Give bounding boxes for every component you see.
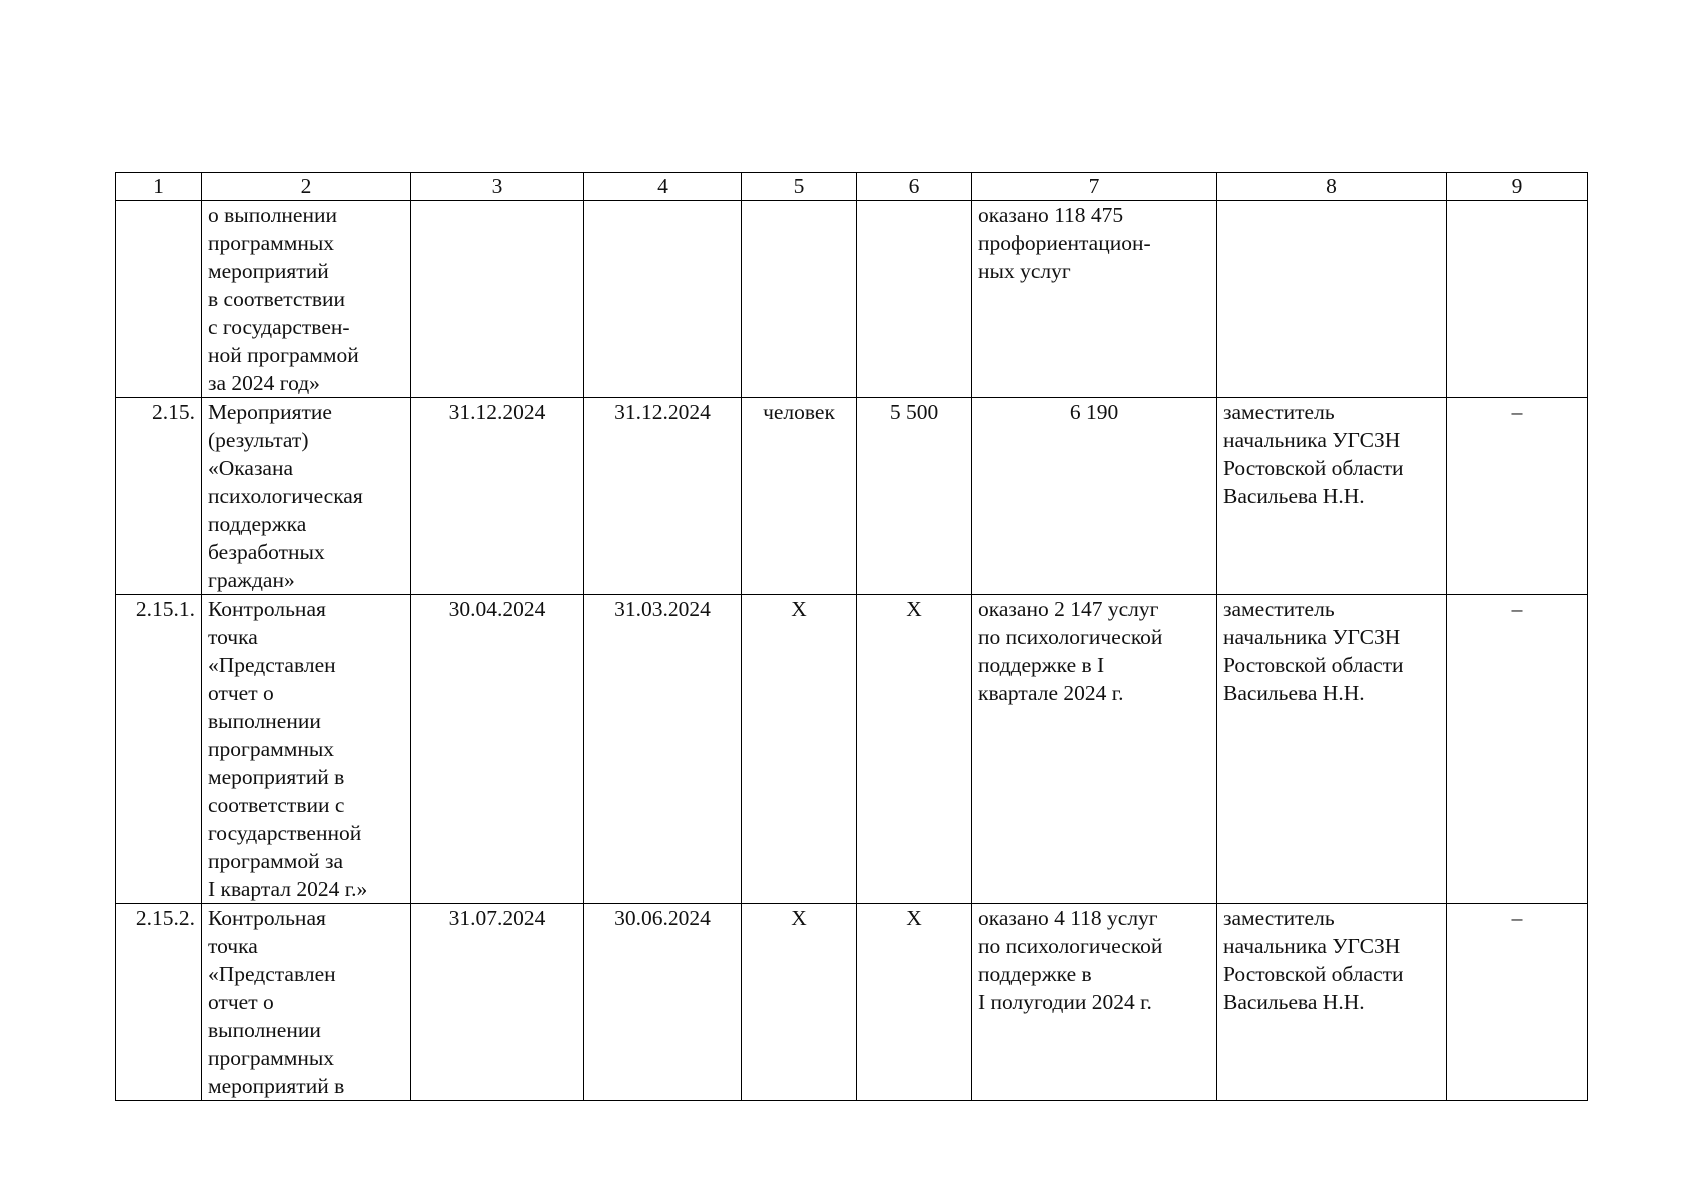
column-header: 5 bbox=[742, 173, 857, 201]
fact-date: 31.12.2024 bbox=[584, 398, 742, 595]
result: оказано 118 475 профориентацион- ных услуг bbox=[972, 201, 1217, 398]
plan-date: 30.04.2024 bbox=[411, 595, 584, 904]
table-row bbox=[116, 201, 1588, 398]
column-header: 1 bbox=[116, 173, 202, 201]
table-row bbox=[116, 595, 1588, 904]
table-row bbox=[116, 398, 1588, 595]
measures-table bbox=[115, 172, 1588, 1101]
plan-date: 31.12.2024 bbox=[411, 398, 584, 595]
row-number: 2.15. bbox=[116, 398, 202, 595]
note bbox=[1447, 201, 1588, 398]
plan-value: 5 500 bbox=[857, 398, 972, 595]
plan-value: X bbox=[857, 904, 972, 1101]
column-header: 6 bbox=[857, 173, 972, 201]
column-header: 4 bbox=[584, 173, 742, 201]
fact-date: 31.03.2024 bbox=[584, 595, 742, 904]
column-header: 3 bbox=[411, 173, 584, 201]
column-header: 2 bbox=[202, 173, 411, 201]
fact-date: 30.06.2024 bbox=[584, 904, 742, 1101]
measure-name: Контрольная точка «Представлен отчет о выполнении программных мероприятий в bbox=[202, 904, 411, 1101]
measure-name: о выполнении программных мероприятий в соответствии с государствен- ной программой за 2024 год» bbox=[202, 201, 411, 398]
result: оказано 4 118 услуг по психологической поддержке в I полугодии 2024 г. bbox=[972, 904, 1217, 1101]
table-row bbox=[116, 904, 1588, 1101]
column-number-row bbox=[116, 173, 1588, 201]
column-header: 9 bbox=[1447, 173, 1588, 201]
plan-value bbox=[857, 201, 972, 398]
row-number: 2.15.2. bbox=[116, 904, 202, 1101]
plan-value: X bbox=[857, 595, 972, 904]
column-header: 8 bbox=[1217, 173, 1447, 201]
plan-date: 31.07.2024 bbox=[411, 904, 584, 1101]
unit bbox=[742, 201, 857, 398]
row-number: 2.15.1. bbox=[116, 595, 202, 904]
responsible bbox=[1217, 201, 1447, 398]
measure-name: Контрольная точка «Представлен отчет о выполнении программных мероприятий в соответствии с государственной программой за I квартал 2024 г.» bbox=[202, 595, 411, 904]
responsible: заместитель начальника УГСЗН Ростовской области Васильева Н.Н. bbox=[1217, 904, 1447, 1101]
unit: человек bbox=[742, 398, 857, 595]
measure-name: Мероприятие (результат) «Оказана психологическая поддержка безработных граждан» bbox=[202, 398, 411, 595]
result: 6 190 bbox=[972, 398, 1217, 595]
row-number bbox=[116, 201, 202, 398]
plan-date bbox=[411, 201, 584, 398]
note: – bbox=[1447, 595, 1588, 904]
responsible: заместитель начальника УГСЗН Ростовской области Васильева Н.Н. bbox=[1217, 595, 1447, 904]
unit: X bbox=[742, 904, 857, 1101]
unit: X bbox=[742, 595, 857, 904]
responsible: заместитель начальника УГСЗН Ростовской области Васильева Н.Н. bbox=[1217, 398, 1447, 595]
note: – bbox=[1447, 398, 1588, 595]
fact-date bbox=[584, 201, 742, 398]
note: – bbox=[1447, 904, 1588, 1101]
result: оказано 2 147 услуг по психологической поддержке в I квартале 2024 г. bbox=[972, 595, 1217, 904]
column-header: 7 bbox=[972, 173, 1217, 201]
